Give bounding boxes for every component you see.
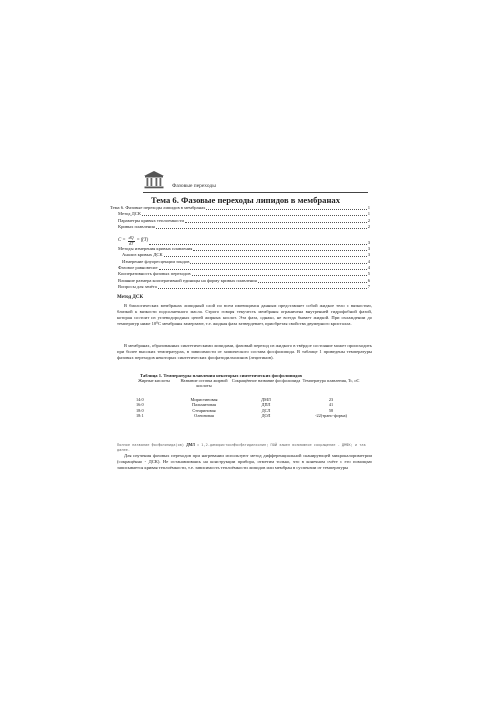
column-header: Жирные кислоты	[138, 378, 170, 383]
heat-capacity-formula: C = $\frac{dQ}{dT}$ = f(T)	[118, 235, 149, 246]
column-header: Сокращённое название фосфолипида	[231, 378, 301, 383]
header-divider	[143, 192, 368, 193]
toc-item[interactable]: Тема 6. Фазовые переходы липидов в мембранах 1	[110, 205, 370, 210]
column-header: Название остатка жирной кислоты	[180, 378, 228, 388]
toc-item[interactable]: Кооперативность фазовых переходов 5	[118, 271, 370, 277]
table-header-row	[130, 379, 370, 389]
page-title: Тема 6. Фазовые переходы липидов в мембранах	[150, 195, 341, 205]
toc-item[interactable]: Фазовое равновесие 4	[118, 265, 370, 271]
toc-item[interactable]: Анализ кривых ДСК 3	[122, 252, 370, 258]
table-row: 16:0 Пальмитовая ДПЛ 41	[136, 402, 334, 408]
toc-item[interactable]: Методы измерения кривых плавления 3	[118, 246, 370, 252]
paragraph: В биологических мембранах липидный слой по всем имеющимся данным представляет собой жидкое тело с вязкостью, близкой к вязкости подсолнечного масла. Строго говоря текучесть мембраны ограничена внутренней гидрофобной фазой, которая состоит из углеводородных цепей жирных кислот. Эта фаза, однако, не всегда бывает жидкой. При охлаждении до температур ниже 10⁰С мембраны замерзают, т.е. жидкая фаза затвердевает, приобретая свойства двумерного кристалла.	[117, 303, 372, 327]
paragraph: Для изучения фазовых переходов при нагревании используют метод дифференциальной сканирующей микрокалориметрии (сокращённо - ДСК). Не останавливаясь на конструкции прибора, отметим только, что в конечном счёте с его помощью записывается кривая теплоёмкости, т.е. зависимость теплоёмкости липидов или мембран в суспензии от температуры	[117, 453, 372, 471]
table-row: 18:0 Стеариновая ДСЛ 58	[136, 407, 334, 413]
table-of-contents	[110, 205, 370, 290]
paragraph: В мембранах, образованных синтетическими липидами, фазовый переход из жидкого в твёрдое состояние может происходить при более высоких температурах, в зависимости от химического состава фосфолипида. В таблице 1 приведены температуры фазовых переходов некоторых синтетических фосфатидилхолинов (лецитинов).	[117, 343, 372, 361]
phase-transition-table	[130, 379, 370, 419]
section-heading: Метод ДСК	[117, 295, 144, 300]
table-row: 18:1 Олеиновая ДОЛ -22(транс-форма)	[136, 413, 347, 419]
table-row: 14:0 Миристиновая ДМЛ 23	[136, 396, 334, 402]
toc-item[interactable]: Вопросы для зачёта 7	[118, 283, 370, 289]
table-caption: Таблица 1. Температуры плавления некоторых синтетических фосфолипидов	[140, 373, 303, 378]
column-header: Температура плавления, Tc, oC	[302, 378, 360, 383]
toc-item[interactable]: Измерение флуоресценции зондов 4	[122, 258, 370, 264]
toc-item[interactable]: Кривых плавления 2	[118, 223, 370, 229]
table-footnote: Полное название фосфолипида(ов) ДМЛ = 1,2-димиристоилфосфатидилхолин; ПОЙ зашел возможное сокращение - ДМФХ; и так далее.	[117, 443, 366, 452]
building-logo-icon	[143, 170, 165, 190]
running-header: Фазовые переходы	[172, 183, 216, 189]
toc-item[interactable]: Влияние размера кооперативной единицы на форму кривых плавления 6	[118, 277, 370, 283]
toc-item[interactable]: Метод ДСК 1	[118, 211, 370, 217]
toc-item[interactable]: Параметры кривых теплоемкости 2	[118, 217, 370, 223]
toc-item-formula[interactable]: C = $\frac{dQ}{dT}$ = f(T) 3	[118, 235, 370, 246]
